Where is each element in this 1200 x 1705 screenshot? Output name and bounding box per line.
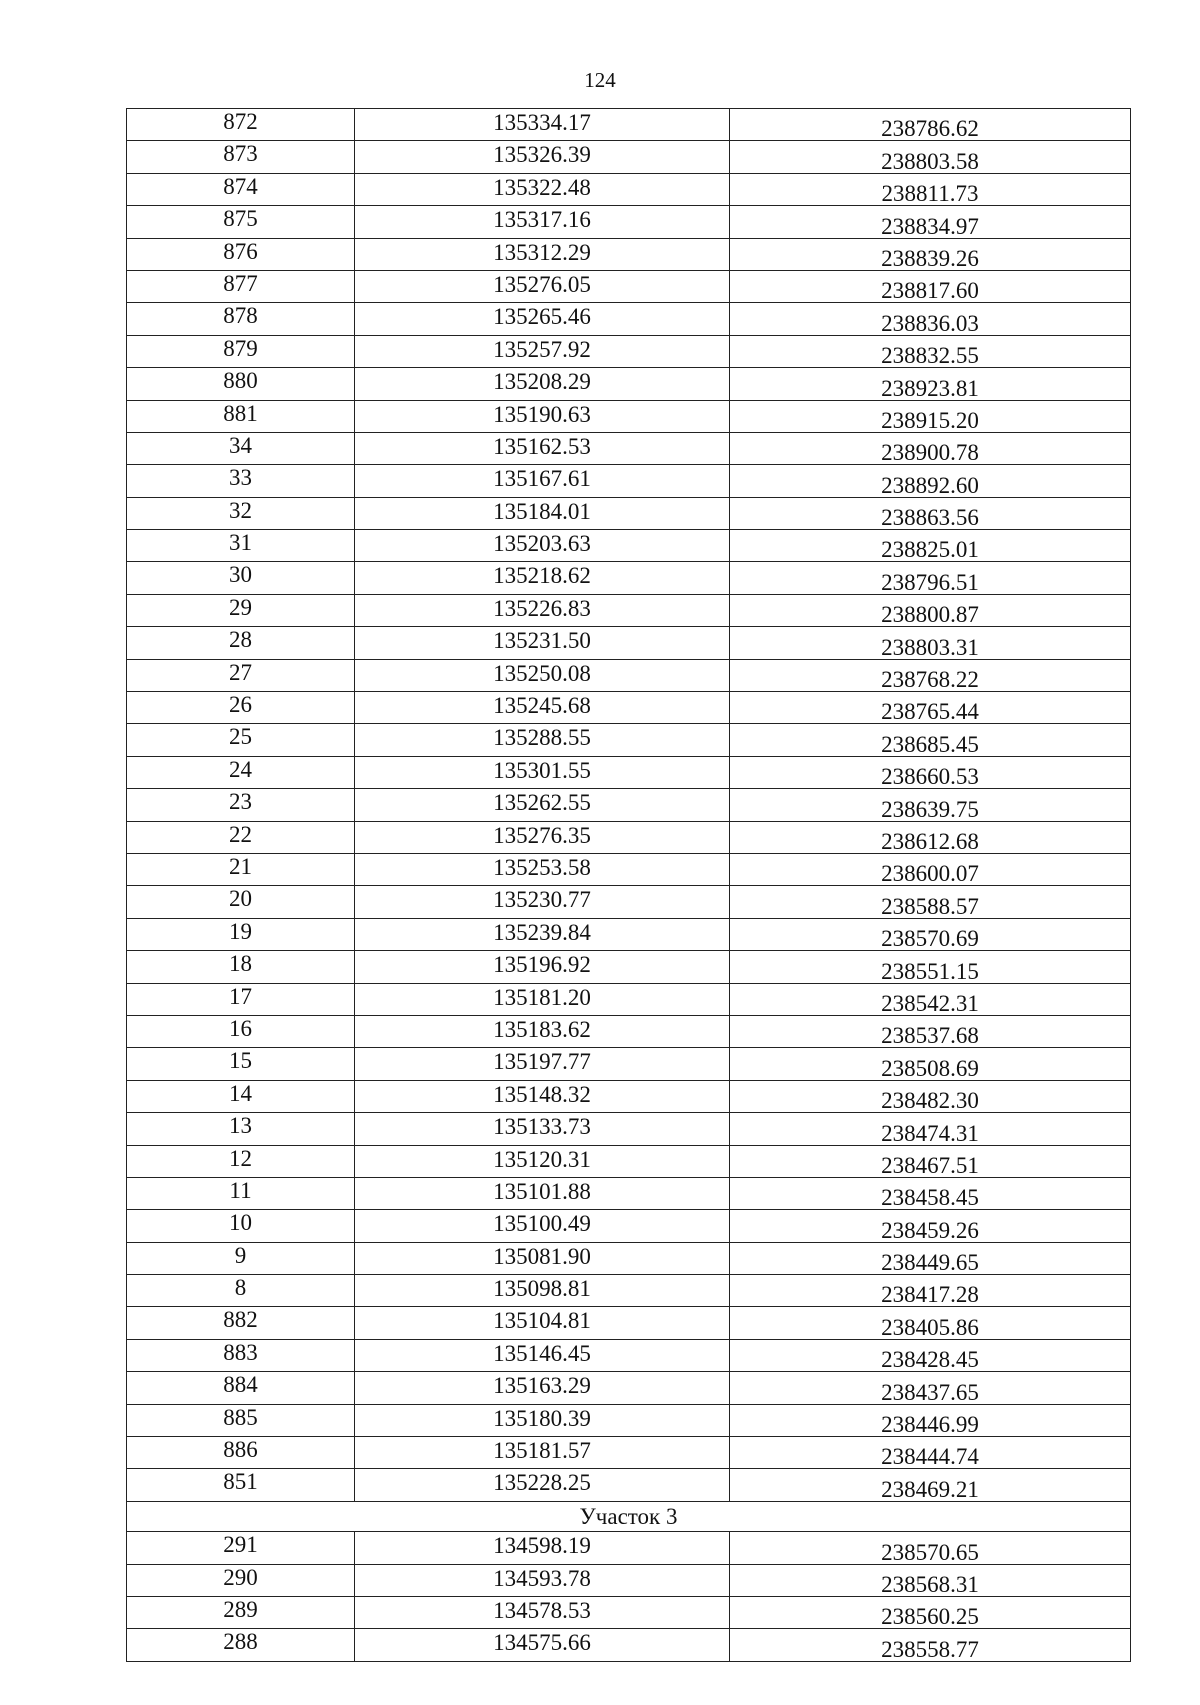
point-number-cell: 21 bbox=[127, 853, 355, 885]
y-coordinate-cell: 238612.68 bbox=[730, 821, 1131, 853]
x-coordinate-cell: 135253.58 bbox=[355, 853, 730, 885]
point-number-cell: 8 bbox=[127, 1275, 355, 1307]
point-number-cell: 886 bbox=[127, 1437, 355, 1469]
table-row bbox=[127, 1629, 1131, 1661]
point-number-cell: 20 bbox=[127, 886, 355, 918]
point-number-cell: 288 bbox=[127, 1629, 355, 1661]
point-number-cell: 29 bbox=[127, 594, 355, 626]
point-number-cell: 884 bbox=[127, 1372, 355, 1404]
x-coordinate-cell: 135208.29 bbox=[355, 368, 730, 400]
y-coordinate-cell: 238508.69 bbox=[730, 1048, 1131, 1080]
y-coordinate-cell: 238836.03 bbox=[730, 303, 1131, 335]
table-row bbox=[127, 983, 1131, 1015]
x-coordinate-cell: 135081.90 bbox=[355, 1242, 730, 1274]
y-coordinate-cell: 238900.78 bbox=[730, 432, 1131, 464]
table-row bbox=[127, 173, 1131, 205]
y-coordinate-cell: 238542.31 bbox=[730, 983, 1131, 1015]
y-coordinate-cell: 238796.51 bbox=[730, 562, 1131, 594]
table-row bbox=[127, 1177, 1131, 1209]
table-row bbox=[127, 238, 1131, 270]
y-coordinate-cell: 238588.57 bbox=[730, 886, 1131, 918]
x-coordinate-cell: 135231.50 bbox=[355, 627, 730, 659]
point-number-cell: 22 bbox=[127, 821, 355, 853]
point-number-cell: 291 bbox=[127, 1532, 355, 1564]
point-number-cell: 876 bbox=[127, 238, 355, 270]
x-coordinate-cell: 135265.46 bbox=[355, 303, 730, 335]
y-coordinate-cell: 238800.87 bbox=[730, 594, 1131, 626]
coordinates-table-body bbox=[127, 109, 1131, 1662]
table-row bbox=[127, 497, 1131, 529]
x-coordinate-cell: 135163.29 bbox=[355, 1372, 730, 1404]
point-number-cell: 877 bbox=[127, 270, 355, 302]
point-number-cell: 19 bbox=[127, 918, 355, 950]
section-row bbox=[127, 1501, 1131, 1531]
y-coordinate-cell: 238560.25 bbox=[730, 1596, 1131, 1628]
table-row bbox=[127, 270, 1131, 302]
table-row bbox=[127, 206, 1131, 238]
y-coordinate-cell: 238459.26 bbox=[730, 1210, 1131, 1242]
table-row bbox=[127, 465, 1131, 497]
y-coordinate-cell: 238685.45 bbox=[730, 724, 1131, 756]
x-coordinate-cell: 135148.32 bbox=[355, 1080, 730, 1112]
x-coordinate-cell: 135146.45 bbox=[355, 1339, 730, 1371]
point-number-cell: 11 bbox=[127, 1177, 355, 1209]
x-coordinate-cell: 135245.68 bbox=[355, 692, 730, 724]
table-row bbox=[127, 821, 1131, 853]
y-coordinate-cell: 238458.45 bbox=[730, 1177, 1131, 1209]
table-row bbox=[127, 1307, 1131, 1339]
point-number-cell: 874 bbox=[127, 173, 355, 205]
x-coordinate-cell: 135250.08 bbox=[355, 659, 730, 691]
table-row bbox=[127, 303, 1131, 335]
table-row bbox=[127, 789, 1131, 821]
x-coordinate-cell: 135133.73 bbox=[355, 1113, 730, 1145]
table-row bbox=[127, 1048, 1131, 1080]
y-coordinate-cell: 238660.53 bbox=[730, 756, 1131, 788]
point-number-cell: 27 bbox=[127, 659, 355, 691]
table-row bbox=[127, 1372, 1131, 1404]
section-title: Участок 3 bbox=[127, 1501, 1131, 1531]
x-coordinate-cell: 135184.01 bbox=[355, 497, 730, 529]
x-coordinate-cell: 135181.20 bbox=[355, 983, 730, 1015]
x-coordinate-cell: 135101.88 bbox=[355, 1177, 730, 1209]
y-coordinate-cell: 238570.69 bbox=[730, 918, 1131, 950]
point-number-cell: 873 bbox=[127, 141, 355, 173]
x-coordinate-cell: 135317.16 bbox=[355, 206, 730, 238]
point-number-cell: 24 bbox=[127, 756, 355, 788]
y-coordinate-cell: 238551.15 bbox=[730, 951, 1131, 983]
point-number-cell: 15 bbox=[127, 1048, 355, 1080]
y-coordinate-cell: 238817.60 bbox=[730, 270, 1131, 302]
point-number-cell: 878 bbox=[127, 303, 355, 335]
point-number-cell: 25 bbox=[127, 724, 355, 756]
x-coordinate-cell: 135228.25 bbox=[355, 1469, 730, 1501]
y-coordinate-cell: 238482.30 bbox=[730, 1080, 1131, 1112]
x-coordinate-cell: 135190.63 bbox=[355, 400, 730, 432]
point-number-cell: 23 bbox=[127, 789, 355, 821]
table-row bbox=[127, 562, 1131, 594]
x-coordinate-cell: 135218.62 bbox=[355, 562, 730, 594]
y-coordinate-cell: 238863.56 bbox=[730, 497, 1131, 529]
y-coordinate-cell: 238449.65 bbox=[730, 1242, 1131, 1274]
table-row bbox=[127, 530, 1131, 562]
x-coordinate-cell: 135100.49 bbox=[355, 1210, 730, 1242]
table-row bbox=[127, 918, 1131, 950]
point-number-cell: 33 bbox=[127, 465, 355, 497]
table-row bbox=[127, 594, 1131, 626]
point-number-cell: 881 bbox=[127, 400, 355, 432]
table-row bbox=[127, 1080, 1131, 1112]
table-row bbox=[127, 659, 1131, 691]
y-coordinate-cell: 238892.60 bbox=[730, 465, 1131, 497]
x-coordinate-cell: 135312.29 bbox=[355, 238, 730, 270]
table-row bbox=[127, 853, 1131, 885]
point-number-cell: 14 bbox=[127, 1080, 355, 1112]
y-coordinate-cell: 238568.31 bbox=[730, 1564, 1131, 1596]
table-row bbox=[127, 141, 1131, 173]
table-row bbox=[127, 756, 1131, 788]
y-coordinate-cell: 238839.26 bbox=[730, 238, 1131, 270]
y-coordinate-cell: 238570.65 bbox=[730, 1532, 1131, 1564]
table-row bbox=[127, 1015, 1131, 1047]
point-number-cell: 880 bbox=[127, 368, 355, 400]
y-coordinate-cell: 238446.99 bbox=[730, 1404, 1131, 1436]
x-coordinate-cell: 135334.17 bbox=[355, 109, 730, 141]
table-row bbox=[127, 1275, 1131, 1307]
y-coordinate-cell: 238786.62 bbox=[730, 109, 1131, 141]
point-number-cell: 32 bbox=[127, 497, 355, 529]
table-row bbox=[127, 951, 1131, 983]
table-row bbox=[127, 886, 1131, 918]
y-coordinate-cell: 238444.74 bbox=[730, 1437, 1131, 1469]
y-coordinate-cell: 238915.20 bbox=[730, 400, 1131, 432]
table-row bbox=[127, 109, 1131, 141]
y-coordinate-cell: 238832.55 bbox=[730, 335, 1131, 367]
x-coordinate-cell: 134598.19 bbox=[355, 1532, 730, 1564]
point-number-cell: 885 bbox=[127, 1404, 355, 1436]
x-coordinate-cell: 134575.66 bbox=[355, 1629, 730, 1661]
x-coordinate-cell: 135203.63 bbox=[355, 530, 730, 562]
point-number-cell: 26 bbox=[127, 692, 355, 724]
y-coordinate-cell: 238537.68 bbox=[730, 1015, 1131, 1047]
x-coordinate-cell: 135181.57 bbox=[355, 1437, 730, 1469]
point-number-cell: 9 bbox=[127, 1242, 355, 1274]
y-coordinate-cell: 238474.31 bbox=[730, 1113, 1131, 1145]
table-row bbox=[127, 724, 1131, 756]
x-coordinate-cell: 135226.83 bbox=[355, 594, 730, 626]
y-coordinate-cell: 238467.51 bbox=[730, 1145, 1131, 1177]
point-number-cell: 13 bbox=[127, 1113, 355, 1145]
y-coordinate-cell: 238768.22 bbox=[730, 659, 1131, 691]
x-coordinate-cell: 135162.53 bbox=[355, 432, 730, 464]
point-number-cell: 289 bbox=[127, 1596, 355, 1628]
table-row bbox=[127, 335, 1131, 367]
point-number-cell: 872 bbox=[127, 109, 355, 141]
y-coordinate-cell: 238469.21 bbox=[730, 1469, 1131, 1501]
table-row bbox=[127, 368, 1131, 400]
table-row bbox=[127, 1242, 1131, 1274]
table-row bbox=[127, 1564, 1131, 1596]
x-coordinate-cell: 135288.55 bbox=[355, 724, 730, 756]
table-row bbox=[127, 400, 1131, 432]
table-row bbox=[127, 1596, 1131, 1628]
x-coordinate-cell: 135180.39 bbox=[355, 1404, 730, 1436]
x-coordinate-cell: 135098.81 bbox=[355, 1275, 730, 1307]
y-coordinate-cell: 238811.73 bbox=[730, 173, 1131, 205]
point-number-cell: 882 bbox=[127, 1307, 355, 1339]
y-coordinate-cell: 238405.86 bbox=[730, 1307, 1131, 1339]
x-coordinate-cell: 135167.61 bbox=[355, 465, 730, 497]
point-number-cell: 34 bbox=[127, 432, 355, 464]
table-row bbox=[127, 1437, 1131, 1469]
x-coordinate-cell: 135276.05 bbox=[355, 270, 730, 302]
table-row bbox=[127, 1210, 1131, 1242]
y-coordinate-cell: 238923.81 bbox=[730, 368, 1131, 400]
point-number-cell: 31 bbox=[127, 530, 355, 562]
point-number-cell: 16 bbox=[127, 1015, 355, 1047]
table-row bbox=[127, 1113, 1131, 1145]
y-coordinate-cell: 238834.97 bbox=[730, 206, 1131, 238]
point-number-cell: 290 bbox=[127, 1564, 355, 1596]
y-coordinate-cell: 238417.28 bbox=[730, 1275, 1131, 1307]
point-number-cell: 12 bbox=[127, 1145, 355, 1177]
y-coordinate-cell: 238600.07 bbox=[730, 853, 1131, 885]
y-coordinate-cell: 238639.75 bbox=[730, 789, 1131, 821]
x-coordinate-cell: 135120.31 bbox=[355, 1145, 730, 1177]
table-row bbox=[127, 627, 1131, 659]
point-number-cell: 18 bbox=[127, 951, 355, 983]
point-number-cell: 883 bbox=[127, 1339, 355, 1371]
y-coordinate-cell: 238825.01 bbox=[730, 530, 1131, 562]
coordinates-table bbox=[126, 108, 1131, 1662]
page-number: 124 bbox=[584, 68, 616, 92]
point-number-cell: 875 bbox=[127, 206, 355, 238]
point-number-cell: 879 bbox=[127, 335, 355, 367]
y-coordinate-cell: 238803.31 bbox=[730, 627, 1131, 659]
y-coordinate-cell: 238437.65 bbox=[730, 1372, 1131, 1404]
y-coordinate-cell: 238558.77 bbox=[730, 1629, 1131, 1661]
y-coordinate-cell: 238765.44 bbox=[730, 692, 1131, 724]
table-row bbox=[127, 1145, 1131, 1177]
x-coordinate-cell: 135197.77 bbox=[355, 1048, 730, 1080]
x-coordinate-cell: 135276.35 bbox=[355, 821, 730, 853]
point-number-cell: 28 bbox=[127, 627, 355, 659]
x-coordinate-cell: 135196.92 bbox=[355, 951, 730, 983]
table-row bbox=[127, 692, 1131, 724]
x-coordinate-cell: 135262.55 bbox=[355, 789, 730, 821]
point-number-cell: 10 bbox=[127, 1210, 355, 1242]
point-number-cell: 30 bbox=[127, 562, 355, 594]
x-coordinate-cell: 135257.92 bbox=[355, 335, 730, 367]
y-coordinate-cell: 238803.58 bbox=[730, 141, 1131, 173]
x-coordinate-cell: 135301.55 bbox=[355, 756, 730, 788]
x-coordinate-cell: 134578.53 bbox=[355, 1596, 730, 1628]
x-coordinate-cell: 135104.81 bbox=[355, 1307, 730, 1339]
y-coordinate-cell: 238428.45 bbox=[730, 1339, 1131, 1371]
point-number-cell: 17 bbox=[127, 983, 355, 1015]
table-row bbox=[127, 1469, 1131, 1501]
x-coordinate-cell: 135183.62 bbox=[355, 1015, 730, 1047]
x-coordinate-cell: 134593.78 bbox=[355, 1564, 730, 1596]
x-coordinate-cell: 135326.39 bbox=[355, 141, 730, 173]
table-row bbox=[127, 1532, 1131, 1564]
x-coordinate-cell: 135322.48 bbox=[355, 173, 730, 205]
point-number-cell: 851 bbox=[127, 1469, 355, 1501]
x-coordinate-cell: 135239.84 bbox=[355, 918, 730, 950]
table-row bbox=[127, 1339, 1131, 1371]
table-row bbox=[127, 1404, 1131, 1436]
table-row bbox=[127, 432, 1131, 464]
x-coordinate-cell: 135230.77 bbox=[355, 886, 730, 918]
